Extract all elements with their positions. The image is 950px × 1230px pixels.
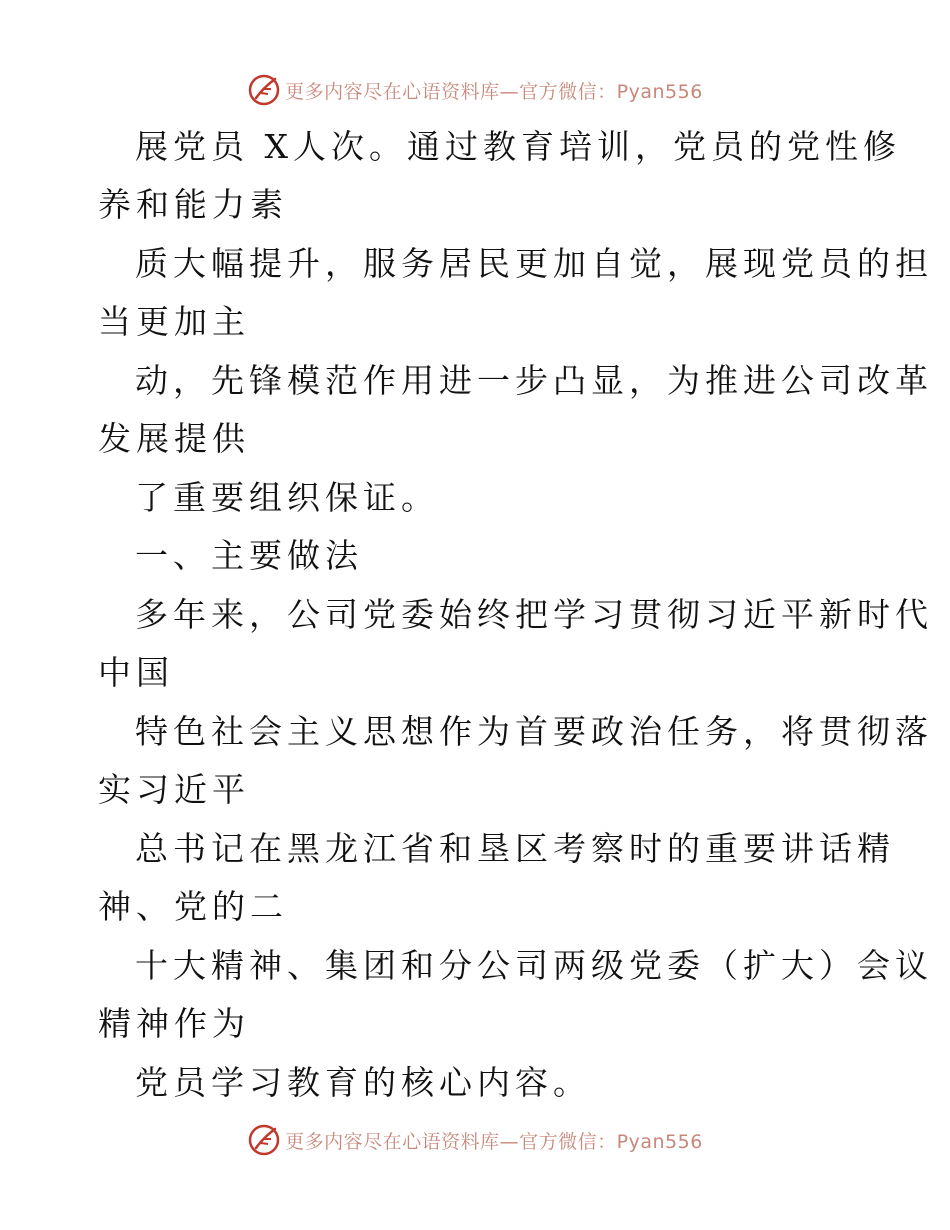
body-line: 当更加主 bbox=[98, 302, 250, 341]
body-line: 中国 bbox=[98, 653, 174, 692]
body-line: 展党员 X人次。通过教育培训，党员的党性修 bbox=[135, 127, 901, 166]
section-heading: 一、主要做法 bbox=[135, 536, 363, 575]
body-line: 动，先锋模范作用进一步凸显，为推进公司改革 bbox=[135, 361, 933, 400]
footer-wechat-id: Pyan556 bbox=[616, 1130, 703, 1153]
footer-watermark-banner bbox=[0, 1120, 950, 1160]
footer-banner-label: 更多内容尽在心语资料库—官方微信： bbox=[285, 1130, 617, 1153]
body-line: 实习近平 bbox=[98, 770, 250, 809]
body-line: 养和能力素 bbox=[98, 185, 288, 224]
body-line: 特色社会主义思想作为首要政治任务，将贯彻落 bbox=[135, 712, 933, 751]
header-watermark-banner bbox=[0, 70, 950, 110]
header-banner-label: 更多内容尽在心语资料库—官方微信： bbox=[285, 80, 617, 103]
body-line: 质大幅提升，服务居民更加自觉，展现党员的担 bbox=[135, 244, 933, 283]
body-line: 了重要组织保证。 bbox=[135, 478, 439, 517]
body-line: 发展提供 bbox=[98, 419, 250, 458]
body-line: 精神作为 bbox=[98, 1004, 250, 1043]
feather-logo-icon bbox=[247, 73, 281, 107]
body-line: 十大精神、集团和分公司两级党委（扩大）会议 bbox=[135, 946, 933, 985]
header-banner-text bbox=[285, 77, 703, 104]
feather-logo-icon bbox=[247, 1123, 281, 1157]
header-wechat-id: Pyan556 bbox=[616, 80, 703, 103]
body-line: 总书记在黑龙江省和垦区考察时的重要讲话精 bbox=[135, 829, 895, 868]
body-line: 多年来，公司党委始终把学习贯彻习近平新时代 bbox=[135, 595, 933, 634]
footer-banner-text bbox=[285, 1127, 703, 1154]
body-line: 党员学习教育的核心内容。 bbox=[135, 1063, 591, 1102]
body-line: 神、党的二 bbox=[98, 887, 288, 926]
